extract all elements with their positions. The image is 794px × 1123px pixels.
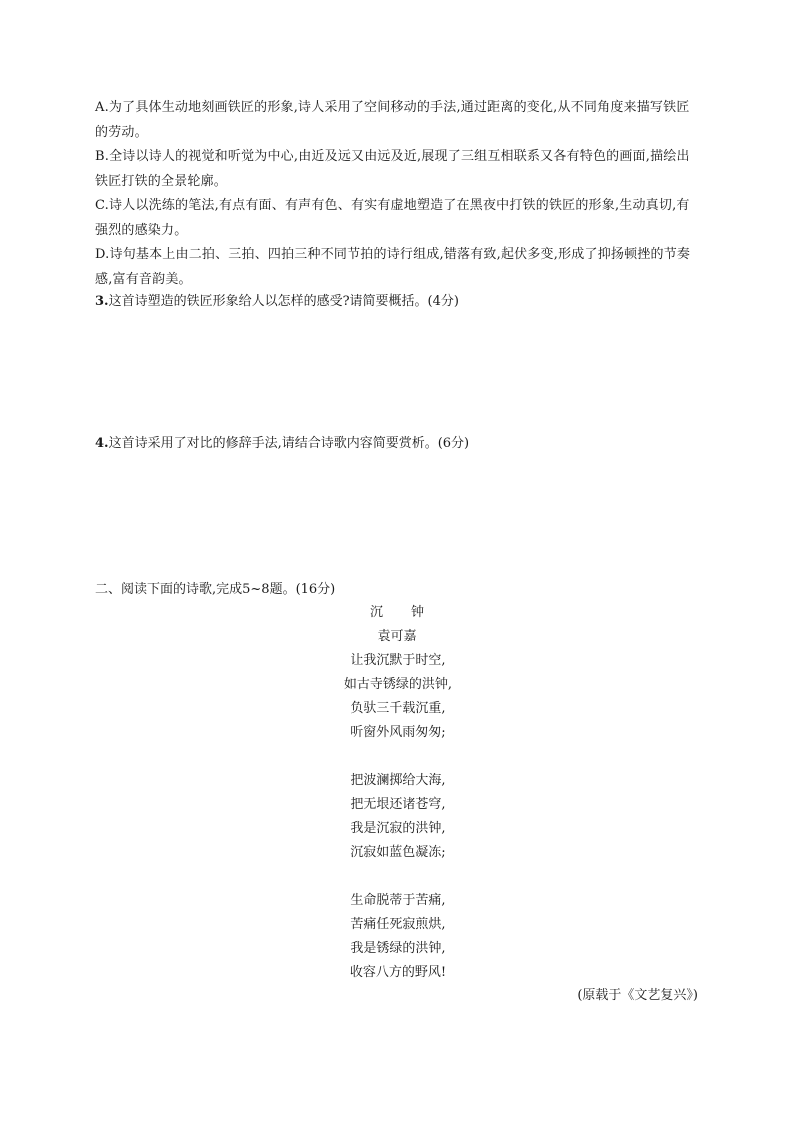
question-4-number: 4. — [95, 436, 109, 451]
poem-stanza-2 — [0, 769, 794, 865]
poem-line: 如古寺锈绿的洪钟, — [343, 677, 453, 692]
poem-line: 沉寂如蓝色凝冻; — [350, 845, 446, 860]
poem-line: 苦痛任死寂煎烘, — [350, 917, 446, 932]
question-4 — [95, 432, 699, 456]
answer-options — [95, 96, 699, 292]
option-c: C.诗人以洗练的笔法,有点有面、有声有色、有实有虚地塑造了在黑夜中打铁的铁匠的形象,生动真切,有强烈的感染力。 — [95, 198, 690, 238]
poem-line: 把波澜掷给大海, — [350, 773, 446, 788]
poem-line: 我是沉寂的洪钟, — [350, 821, 446, 836]
question-3-text: 这首诗塑造的铁匠形象给人以怎样的感受?请简要概括。(4分) — [108, 294, 459, 309]
option-b: B.全诗以诗人的视觉和听觉为中心,由近及远又由远及近,展现了三组互相联系又各有特色的画面,描绘出铁匠打铁的全景轮廓。 — [95, 149, 690, 189]
poem — [0, 601, 794, 1009]
poem-line: 我是锈绿的洪钟, — [350, 941, 446, 956]
question-4-text: 这首诗采用了对比的修辞手法,请结合诗歌内容简要赏析。(6分) — [108, 436, 470, 451]
option-d: D.诗句基本上由二拍、三拍、四拍三种不同节拍的诗行组成,错落有致,起伏多变,形成了抑扬顿挫的节奏感,富有音韵美。 — [95, 247, 691, 287]
section-2-heading: 二、阅读下面的诗歌,完成5~8题。(16分) — [95, 582, 336, 597]
poem-source: (原载于《文艺复兴》) — [577, 988, 698, 1003]
poem-line: 让我沉默于时空, — [350, 653, 446, 668]
poem-line: 收容八方的野风! — [349, 965, 447, 980]
poem-line: 生命脱蒂于苦痛, — [350, 893, 446, 908]
question-3 — [95, 290, 699, 314]
poem-stanza-1 — [0, 649, 794, 745]
question-3-number: 3. — [95, 294, 109, 309]
poem-line: 听窗外风雨匆匆; — [350, 725, 446, 740]
option-a: A.为了具体生动地刻画铁匠的形象,诗人采用了空间移动的手法,通过距离的变化,从不同角度来描写铁匠的劳动。 — [95, 100, 690, 140]
poem-author: 袁可嘉 — [377, 629, 417, 644]
poem-line: 负驮三千载沉重, — [350, 701, 446, 716]
poem-stanza-3 — [0, 889, 794, 985]
poem-title: 沉钟 — [369, 605, 452, 620]
poem-line: 把无垠还诸苍穹, — [350, 797, 446, 812]
